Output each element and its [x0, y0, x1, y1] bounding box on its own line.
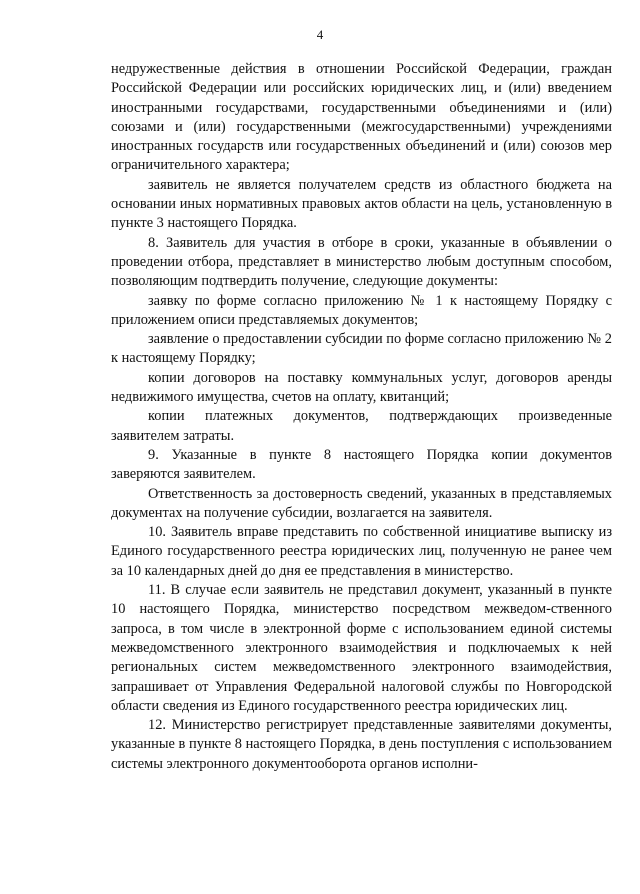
paragraph-continuation: недружественные действия в отношении Российской Федерации, граждан Российской Федерации или российских юридических лиц, и (или) введением иностранными государствами, государственными объединениями и (или) союзами и (или) государственными (межгосударственными) учреждениями иностранных государств или государственных объединений и (или) союзов мер ограничительного характера; — [111, 61, 612, 174]
paragraph-contract-copies: копии договоров на поставку коммунальных услуг, договоров аренды недвижимого имущества, счетов на оплату, квитанций; — [111, 369, 612, 406]
page-number: 4 — [316, 27, 324, 42]
paragraph-responsibility: Ответственность за достоверность сведений, указанных в представляемых документах на получение субсидии, возлагается на заявителя. — [111, 485, 612, 521]
paragraph-item-8: 8. Заявитель для участия в отборе в сроки, указанные в объявлении о проведении отбора, представляет в министерство любым доступным способом, позволяющим подтвердить получение, следующие документы: — [111, 234, 612, 290]
document-body — [111, 60, 612, 774]
paragraph-application-form: заявку по форме согласно приложению № 1 к настоящему Порядку с приложением описи представляемых документов; — [111, 292, 612, 328]
paragraph-applicant-not-recipient: заявитель не является получателем средств из областного бюджета на основании иных нормативных правовых актов области на цель, установленную в пункте 3 настоящего Порядка. — [111, 176, 612, 232]
paragraph-item-9: 9. Указанные в пункте 8 настоящего Порядка копии документов заверяются заявителем. — [111, 446, 612, 483]
paragraph-subsidy-statement: заявление о предоставлении субсидии по форме согласно приложению № 2 к настоящему Порядку; — [111, 331, 612, 367]
paragraph-item-10: 10. Заявитель вправе представить по собственной инициативе выписку из Единого государственного реестра юридических лиц, полученную не ранее чем за 10 календарных дней до дня ее представления в министерство. — [111, 524, 612, 579]
paragraph-payment-copies: копии платежных документов, подтверждающих произведенные заявителем затраты. — [111, 408, 612, 444]
paragraph-item-12: 12. Министерство регистрирует представленные заявителями документы, указанные в пункте 8 настоящего Порядка, в день поступления с использованием системы электронного документооборота органов исполни- — [111, 717, 612, 772]
paragraph-item-11: 11. В случае если заявитель не представил документ, указанный в пункте 10 настоящего Порядка, министерство посредством межведом-ственного запроса, в том числе в электронной форме с использованием единой системы межведомственного электронного взаимодействия и подключаемых к ней региональных систем межведомственного электронного взаимодействия, запрашивает от Управления Федеральной налоговой службы по Новгородской области сведения из Единого государственного реестра юридических лиц. — [111, 582, 612, 714]
